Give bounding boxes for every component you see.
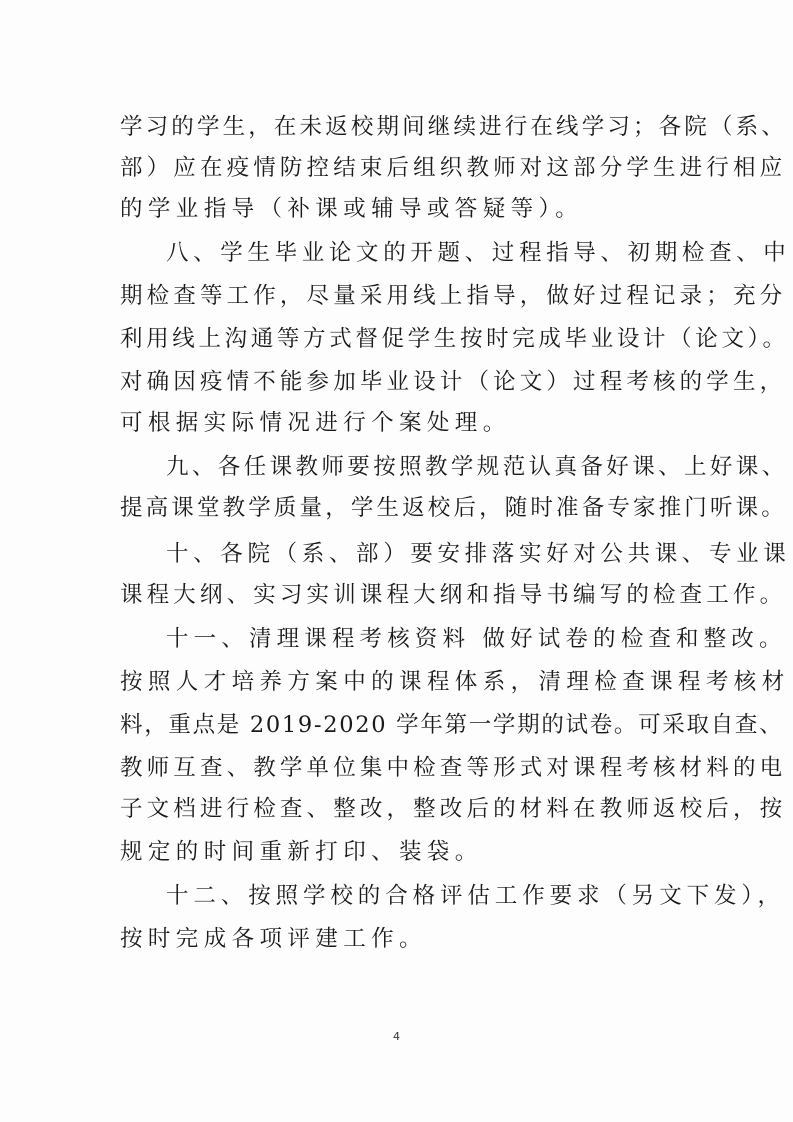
text-line: 对确因疫情不能参加毕业设计（论文）过程考核的学生， <box>120 369 787 395</box>
text-line: 利用线上沟通等方式督促学生按时完成毕业设计（论文）。 <box>120 326 789 352</box>
text-line: 学习的学生，在未返校期间继续进行在线学习；各院（系、 <box>120 114 787 140</box>
paragraph-start-line: 十、各院（系、部）要安排落实好对公共课、专业课 <box>166 541 791 567</box>
text-line: 教师互查、教学单位集中检查等形式对课程考核材料的电 <box>120 755 787 781</box>
text-line: 按时完成各项评建工作。 <box>120 926 427 952</box>
paragraph-start-line: 十一、清理课程考核资料 做好试卷的检查和整改。 <box>166 626 787 652</box>
text-line: 规定的时间重新打印、装袋。 <box>120 839 483 865</box>
page-number: 4 <box>393 1030 400 1043</box>
text-line: 可根据实际情况进行个案处理。 <box>120 410 511 436</box>
text-line: 的学业指导（补课或辅导或答疑等）。 <box>120 196 584 222</box>
paragraph-start-line: 九、各任课教师要按照教学规范认真备好课、上好课、 <box>166 454 788 480</box>
text-line: 期检查等工作，尽量采用线上指导，做好过程记录；充分 <box>120 283 787 309</box>
text-line: 按照人才培养方案中的课程体系，清理检查课程考核材 <box>120 669 790 695</box>
text-line: 部）应在疫情防控结束后组织教师对这部分学生进行相应 <box>120 155 787 181</box>
text-line: 提高课堂教学质量，学生返校后，随时准备专家推门听课。 <box>120 495 787 521</box>
paragraph-start-line: 十二、按照学校的合格评估工作要求（另文下发）， <box>166 883 785 909</box>
paragraph-start-line: 八、学生毕业论文的开题、过程指导、初期检查、中 <box>166 240 791 266</box>
text-line: 课程大纲、实习实训课程大纲和指导书编写的检查工作。 <box>120 582 787 608</box>
text-line: 子文档进行检查、整改，整改后的材料在教师返校后，按 <box>120 796 787 822</box>
text-line: 料，重点是 2019-2020 学年第一学期的试卷。可采取自查、 <box>120 712 784 738</box>
